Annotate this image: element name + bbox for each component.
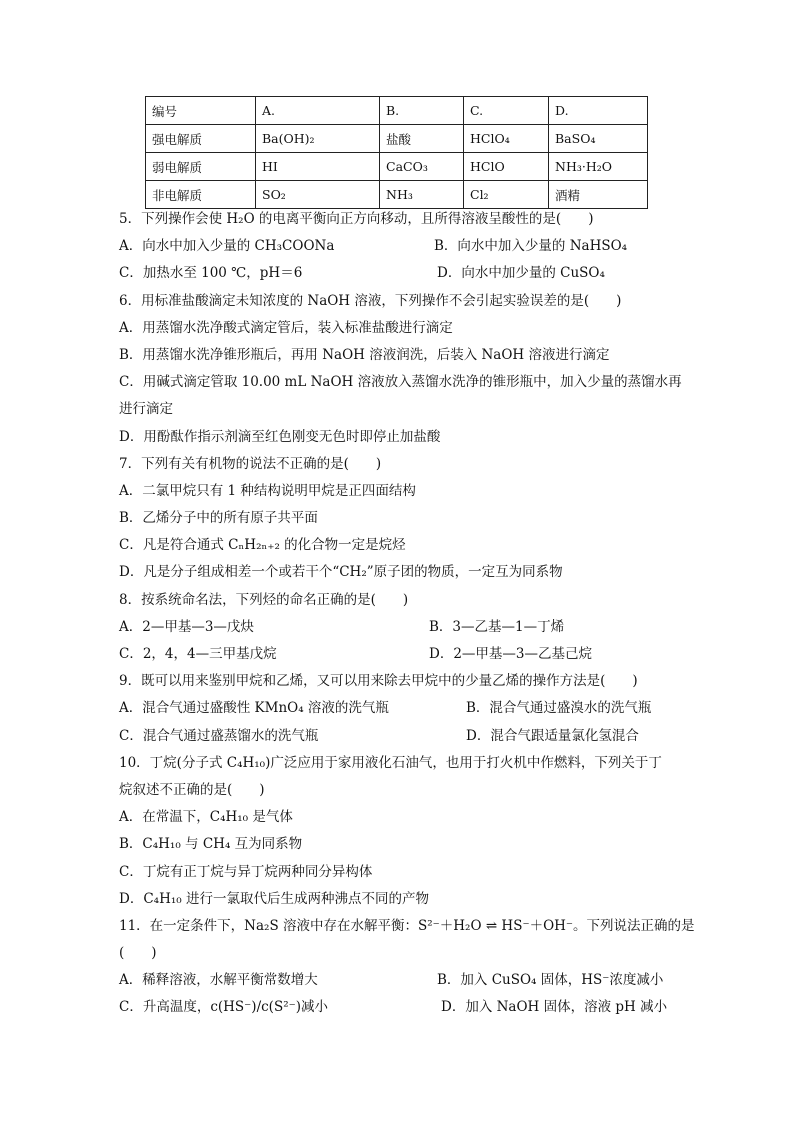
table-cell: Cl₂ (464, 181, 549, 209)
q9-stem: 9．既可以用来鉴别甲烷和乙烯，又可以用来除去甲烷中的少量乙烯的操作方法是( ) (119, 673, 638, 690)
table-row (146, 97, 648, 125)
table-cell: D. (549, 97, 648, 125)
q5-stem: 5．下列操作会使 H₂O 的电离平衡向正方向移动，且所得溶液呈酸性的是( ) (119, 211, 594, 227)
table-cell: 编号 (146, 97, 256, 125)
table-cell: HI (256, 153, 380, 181)
q5-option-b: B．向水中加入少量的 NaHSO₄ (434, 238, 628, 255)
table-cell: SO₂ (256, 181, 380, 209)
q7-option-a: A．二氯甲烷只有 1 种结构说明甲烷是正四面结构 (119, 482, 416, 499)
q8-option-a: A．2—甲基—3—戊炔 (119, 618, 254, 635)
q10-stem-line2: 烷叙述不正确的是( ) (119, 781, 265, 798)
q11-stem-line1: 11．在一定条件下，Na₂S 溶液中存在水解平衡：S²⁻＋H₂O ⇌ HS⁻＋OH⁻。下列说法正确的是 (119, 917, 695, 934)
table-cell: CaCO₃ (380, 153, 464, 181)
table-cell: A. (256, 97, 380, 125)
table-cell: HClO (464, 153, 549, 181)
table-cell: 酒精 (549, 181, 648, 209)
table-cell: NH₃ (380, 181, 464, 209)
table-row (146, 125, 648, 153)
table-cell: BaSO₄ (549, 125, 648, 153)
q10-option-a: A．在常温下，C₄H₁₀ 是气体 (119, 809, 293, 826)
q10-option-c: C．丁烷有正丁烷与异丁烷两种同分异构体 (119, 863, 373, 880)
q6-option-a: A．用蒸馏水洗净酸式滴定管后，装入标准盐酸进行滴定 (119, 319, 453, 336)
q11-stem-line2: ( ) (119, 945, 157, 962)
q6-option-c-line1: C．用碱式滴定管取 10.00 mL NaOH 溶液放入蒸馏水洗净的锥形瓶中，加入少量的蒸馏水再 (119, 374, 682, 391)
q8-option-c: C．2，4，4—三甲基戊烷 (119, 646, 277, 662)
table-cell: 强电解质 (146, 125, 256, 153)
q11-option-a: A．稀释溶液，水解平衡常数增大 (119, 972, 318, 989)
q9-option-b: B．混合气通过盛溴水的洗气瓶 (466, 700, 652, 717)
q8-stem: 8．按系统命名法，下列烃的命名正确的是( ) (119, 591, 409, 608)
q9-option-c: C．混合气通过盛蒸馏水的洗气瓶 (119, 727, 319, 744)
q8-option-b: B．3—乙基—1—丁烯 (429, 618, 565, 635)
q5-option-d: D．向水中加少量的 CuSO₄ (437, 265, 605, 282)
q7-option-b: B．乙烯分子中的所有原子共平面 (119, 510, 318, 527)
q7-option-d: D．凡是分子组成相差一个或若干个“CH₂”原子团的物质，一定互为同系物 (119, 564, 563, 581)
q6-stem: 6．用标准盐酸滴定未知浓度的 NaOH 溶液，下列操作不会引起实验误差的是( ) (119, 292, 622, 309)
q10-option-d: D．C₄H₁₀ 进行一氯取代后生成两种沸点不同的产物 (119, 890, 429, 907)
q10-option-b: B．C₄H₁₀ 与 CH₄ 互为同系物 (119, 836, 303, 853)
q11-option-c: C．升高温度，c(HS⁻)/c(S²⁻)减小 (119, 999, 328, 1016)
table-row (146, 181, 648, 209)
q7-stem: 7．下列有关有机物的说法不正确的是( ) (119, 455, 382, 472)
electrolyte-table (145, 96, 648, 209)
q6-option-c-line2: 进行滴定 (119, 401, 173, 418)
q11-option-d: D．加入 NaOH 固体，溶液 pH 减小 (441, 999, 668, 1016)
table-cell: C. (464, 97, 549, 125)
table-cell: Ba(OH)₂ (256, 125, 380, 153)
q6-option-b: B．用蒸馏水洗净锥形瓶后，再用 NaOH 溶液润洗，后装入 NaOH 溶液进行滴定 (119, 346, 610, 363)
q8-option-d: D．2—甲基—3—乙基己烷 (429, 646, 593, 662)
table-cell: NH₃·H₂O (549, 153, 648, 181)
q9-option-a: A．混合气通过盛酸性 KMnO₄ 溶液的洗气瓶 (119, 700, 389, 717)
q9-option-d: D．混合气跟适量氯化氢混合 (466, 727, 639, 744)
q10-stem-line1: 10．丁烷(分子式 C₄H₁₀)广泛应用于家用液化石油气，也用于打火机中作燃料，下列关于丁 (119, 754, 662, 771)
questions (0, 206, 794, 1022)
table-cell: 非电解质 (146, 181, 256, 209)
table-cell: 盐酸 (380, 125, 464, 153)
q5-option-a: A．向水中加入少量的 CH₃COONa (119, 238, 335, 255)
q5-option-c: C．加热水至 100 ℃，pH＝6 (119, 265, 303, 282)
q6-option-d: D．用酚酞作指示剂滴至红色刚变无色时即停止加盐酸 (119, 428, 441, 445)
table-cell: HClO₄ (464, 125, 549, 153)
table-cell: B. (380, 97, 464, 125)
table-cell: 弱电解质 (146, 153, 256, 181)
table-row (146, 153, 648, 181)
q7-option-c: C．凡是符合通式 CₙH₂ₙ₊₂ 的化合物一定是烷烃 (119, 537, 406, 554)
q11-option-b: B．加入 CuSO₄ 固体，HS⁻浓度减小 (437, 972, 664, 989)
